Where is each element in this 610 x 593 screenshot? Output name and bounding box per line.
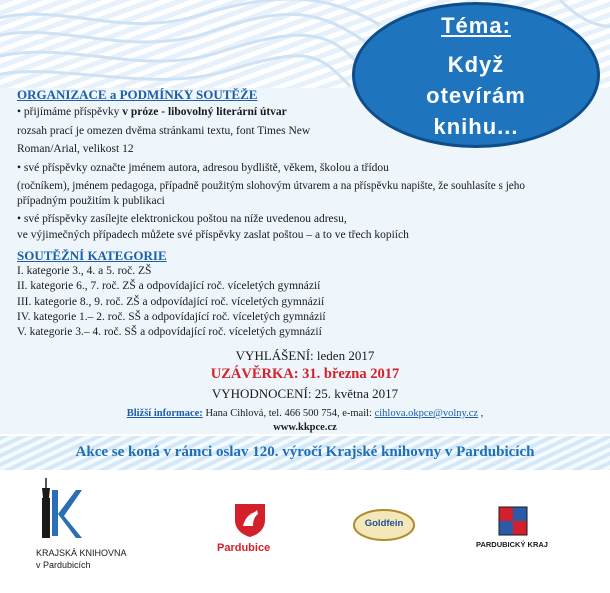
deadline-date: UZÁVĚRKA: 31. března 2017 — [210, 366, 400, 382]
goldfein-logo — [352, 508, 416, 542]
announcement-date: VYHLÁŠENÍ: leden 2017 — [235, 348, 375, 363]
organization-line-8: ve výjimečných případech můžete své příspěvky zaslat poštou – a to ve třech kopiích — [17, 229, 409, 241]
theme-title-line-1: Když — [447, 52, 505, 77]
library-tower-icon — [36, 476, 96, 546]
theme-ellipse — [352, 2, 600, 148]
theme-title-line-3: knihu... — [433, 114, 519, 139]
organization-line-4: • své příspěvky označte jménem autora, adresou bydliště, věkem, školou a třídou — [17, 162, 389, 174]
kraj-coat-of-arms-icon — [498, 506, 528, 536]
kraj-logo-text: PARDUBICKÝ KRAJ — [476, 540, 548, 549]
theme-title — [355, 49, 597, 142]
evaluation-date: VYHODNOCENÍ: 25. května 2017 — [211, 386, 399, 401]
library-logo-line-1: KRAJSKÁ KNIHOVNA — [36, 548, 127, 558]
pardubicky-kraj-logo — [476, 506, 566, 556]
organization-line-6: případným použitím k publikaci — [17, 195, 165, 207]
pardubice-logo — [215, 502, 285, 562]
pardubice-logo-text: Pardubice — [217, 542, 271, 554]
theme-label: Téma: — [441, 13, 511, 38]
contact-info: Bližší informace: Hana Cihlová, tel. 466 500 754, e-mail: cihlova.okpce@volny.cz , — [126, 408, 484, 419]
category-item: I. kategorie 3., 4. a 5. roč. ZŠ — [17, 265, 152, 277]
category-item: V. kategorie 3.– 4. roč. SŠ a odpovídající roč. víceletých gymnázií — [17, 326, 322, 338]
category-item: III. kategorie 8., 9. roč. ZŠ a odpovídající roč. víceletých gymnázií — [17, 296, 325, 308]
categories-heading: SOUTĚŽNÍ KATEGORIE — [17, 248, 167, 263]
organization-line-3: Roman/Arial, velikost 12 — [17, 143, 134, 155]
library-logo-line-2: v Pardubicích — [36, 560, 91, 570]
organization-heading: ORGANIZACE a PODMÍNKY SOUTĚŽE — [17, 87, 258, 102]
category-item: IV. kategorie 1.– 2. roč. SŠ a odpovídající roč. víceletých gymnázií — [17, 311, 326, 323]
theme-title-line-2: otevírám — [426, 83, 526, 108]
organization-line-1: • přijímáme příspěvky v próze - libovolný literární útvar — [17, 106, 287, 118]
organization-line-7: • své příspěvky zasílejte elektronickou poštou na níže uvedenou adresu, — [17, 213, 347, 225]
website-link[interactable]: www.kkpce.cz — [273, 422, 337, 433]
goldfein-logo-text: Goldfein — [364, 518, 404, 529]
banner-text: Akce se koná v rámci oslav 120. výročí Krajské knihovny v Pardubicích — [75, 444, 535, 460]
contact-text: Hana Cihlová, tel. 466 500 754, e-mail: — [202, 408, 375, 419]
category-item: II. kategorie 6., 7. roč. ZŠ a odpovídající roč. víceletých gymnázií — [17, 280, 321, 292]
contact-label: Bližší informace: — [126, 408, 203, 419]
organization-line-2: rozsah prací je omezen dvěma stránkami textu, font Times New — [17, 125, 311, 137]
organization-line-5: (ročníkem), jménem pedagoga, případně použitým slohovým útvarem a na příspěvku napište, že souhlasíte s jeho — [17, 180, 525, 192]
contact-email-link[interactable]: cihlova.okpce@volny.cz — [374, 408, 479, 419]
pardubice-horse-shield-icon — [233, 502, 267, 538]
library-logo — [36, 476, 146, 586]
anniversary-banner — [0, 436, 610, 470]
